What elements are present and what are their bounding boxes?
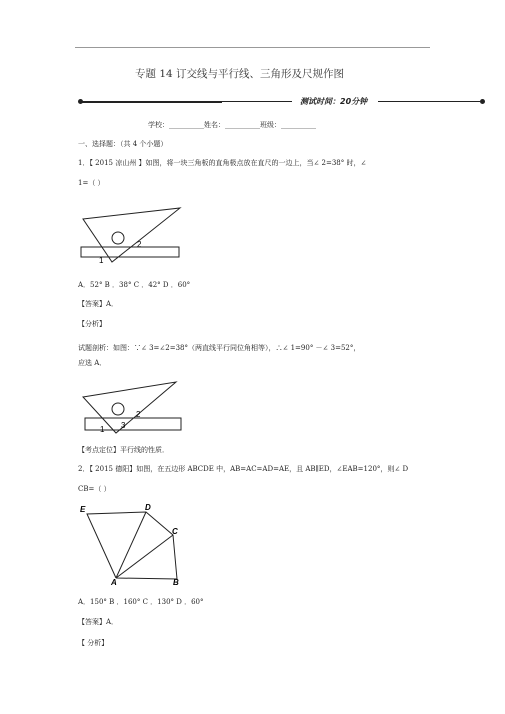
q1-stem-line1: 1．【 2015 凉山州 】如图，将一块三角板的直角极点放在直尺的一边上，当∠ 2=38° 时，∠ bbox=[78, 159, 367, 167]
straight-ruler bbox=[81, 247, 179, 257]
q1-analysis-line2: 应选 A． bbox=[78, 359, 107, 367]
angle-label-3: 3 bbox=[121, 421, 126, 430]
q2-answer: 【答案】A． bbox=[78, 618, 119, 626]
bar-left-line bbox=[82, 101, 222, 103]
page-title: 专题 14 订交线与平行线、三角形及尺规作图 bbox=[135, 68, 345, 80]
triangle-ruler-shape bbox=[83, 382, 176, 433]
q1-analysis-line1: 试题剖析：如图：∵∠ 3=∠2=38°（两直线平行同位角相等），∴∠ 1=90° －∠ 3=52°， bbox=[78, 344, 361, 352]
test-time-bar bbox=[78, 97, 488, 107]
test-time-label: 测试时间：20分钟 bbox=[300, 97, 368, 106]
segment-AD bbox=[116, 512, 146, 578]
angle-label-1: 1 bbox=[100, 425, 105, 434]
bar-right-dot bbox=[480, 99, 485, 104]
bar-left-line-thin bbox=[222, 101, 292, 102]
q1-analysis-heading: 【分析】 bbox=[78, 320, 106, 328]
q2-stem-line1: 2．【 2015 德阳】如图，在五边形 ABCDE 中，AB=AC=AD=AE，且 AB∥ED，∠EAB=120°，则∠ D bbox=[78, 465, 409, 473]
angle-label-2: 2 bbox=[136, 410, 141, 419]
angle-label-2: 2 bbox=[137, 240, 142, 249]
vertex-label-A: A bbox=[111, 578, 117, 587]
q2-stem-line2: CB=（ ） bbox=[78, 485, 111, 493]
vertex-label-E: E bbox=[80, 505, 86, 514]
q1-stem-line2: 1=（ ） bbox=[78, 179, 105, 187]
q1-answer: 【答案】A． bbox=[78, 300, 119, 308]
vertex-label-B: B bbox=[173, 578, 179, 587]
bar-right-line-thin bbox=[378, 101, 480, 102]
q1-figure bbox=[78, 206, 208, 268]
q2-analysis-heading: 【 分析】 bbox=[78, 639, 109, 647]
q2-options: A．150° B ．160° C ．130° D ．60° bbox=[78, 598, 204, 606]
segment-AC bbox=[116, 535, 173, 578]
section-heading: 一、选择题：（共 4 个小题） bbox=[78, 140, 168, 148]
vertex-label-D: D bbox=[145, 503, 151, 512]
q1-options: A．52° B ．38° C ．42° D ．60° bbox=[78, 281, 191, 289]
triangle-hole bbox=[112, 232, 124, 244]
q1-knowledge-point: 【考点定位】平行线的性质． bbox=[78, 446, 169, 454]
q2-pentagon-figure bbox=[78, 505, 188, 587]
q1-analysis-figure bbox=[78, 380, 208, 440]
triangle-hole bbox=[112, 403, 124, 415]
header-rule bbox=[75, 47, 430, 48]
pentagon-outline bbox=[87, 512, 177, 579]
vertex-label-C: C bbox=[172, 527, 178, 536]
student-info-line: 学校：__________姓名：__________班级：__________ bbox=[148, 121, 316, 129]
angle-label-1: 1 bbox=[99, 256, 104, 265]
triangle-ruler-shape bbox=[83, 208, 180, 262]
